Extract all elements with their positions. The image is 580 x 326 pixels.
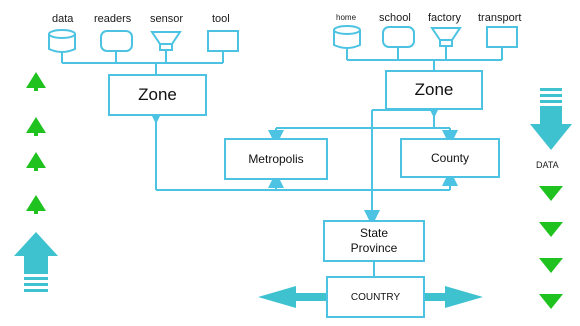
left-source-connectors xyxy=(62,50,223,74)
sensor-icon xyxy=(152,32,180,50)
source-label-home: home xyxy=(336,13,357,22)
data-flow-label: DATA xyxy=(536,160,559,170)
source-label-transport: transport xyxy=(478,12,522,24)
source-label-tool: tool xyxy=(212,13,230,25)
down-triangles-right xyxy=(539,186,563,309)
metropolis-label: Metropolis xyxy=(248,152,304,166)
zone-left-label: Zone xyxy=(138,85,177,104)
metropolis-box xyxy=(224,138,328,180)
up-arrow-icon xyxy=(14,232,58,292)
state-label: State xyxy=(359,226,389,240)
county-box xyxy=(400,138,500,178)
database-icon xyxy=(334,26,360,48)
country-left-arrow xyxy=(258,286,328,308)
state-province-box xyxy=(323,220,425,262)
sensor-icon xyxy=(432,28,460,46)
tool-icon xyxy=(208,31,238,51)
country-box xyxy=(326,276,425,318)
reader-icon xyxy=(383,27,414,47)
source-label-factory: factory xyxy=(428,12,462,24)
zone-left-box xyxy=(108,74,207,116)
right-source-connectors xyxy=(347,46,502,70)
zone-right-label: Zone xyxy=(414,80,454,99)
country-label: COUNTRY xyxy=(350,291,401,303)
down-arrow-icon xyxy=(530,88,572,150)
tool-icon xyxy=(487,27,517,47)
source-label-school: school xyxy=(379,12,411,24)
country-right-arrow xyxy=(424,286,483,308)
up-triangles-left xyxy=(26,72,46,214)
source-label-data: data xyxy=(52,13,74,25)
county-label: County xyxy=(430,151,470,165)
source-label-readers: readers xyxy=(94,13,132,25)
province-label: Province xyxy=(350,241,398,255)
source-label-sensor: sensor xyxy=(150,13,184,25)
database-icon xyxy=(49,30,75,52)
zone-right-box xyxy=(385,70,483,110)
reader-icon xyxy=(101,31,132,51)
